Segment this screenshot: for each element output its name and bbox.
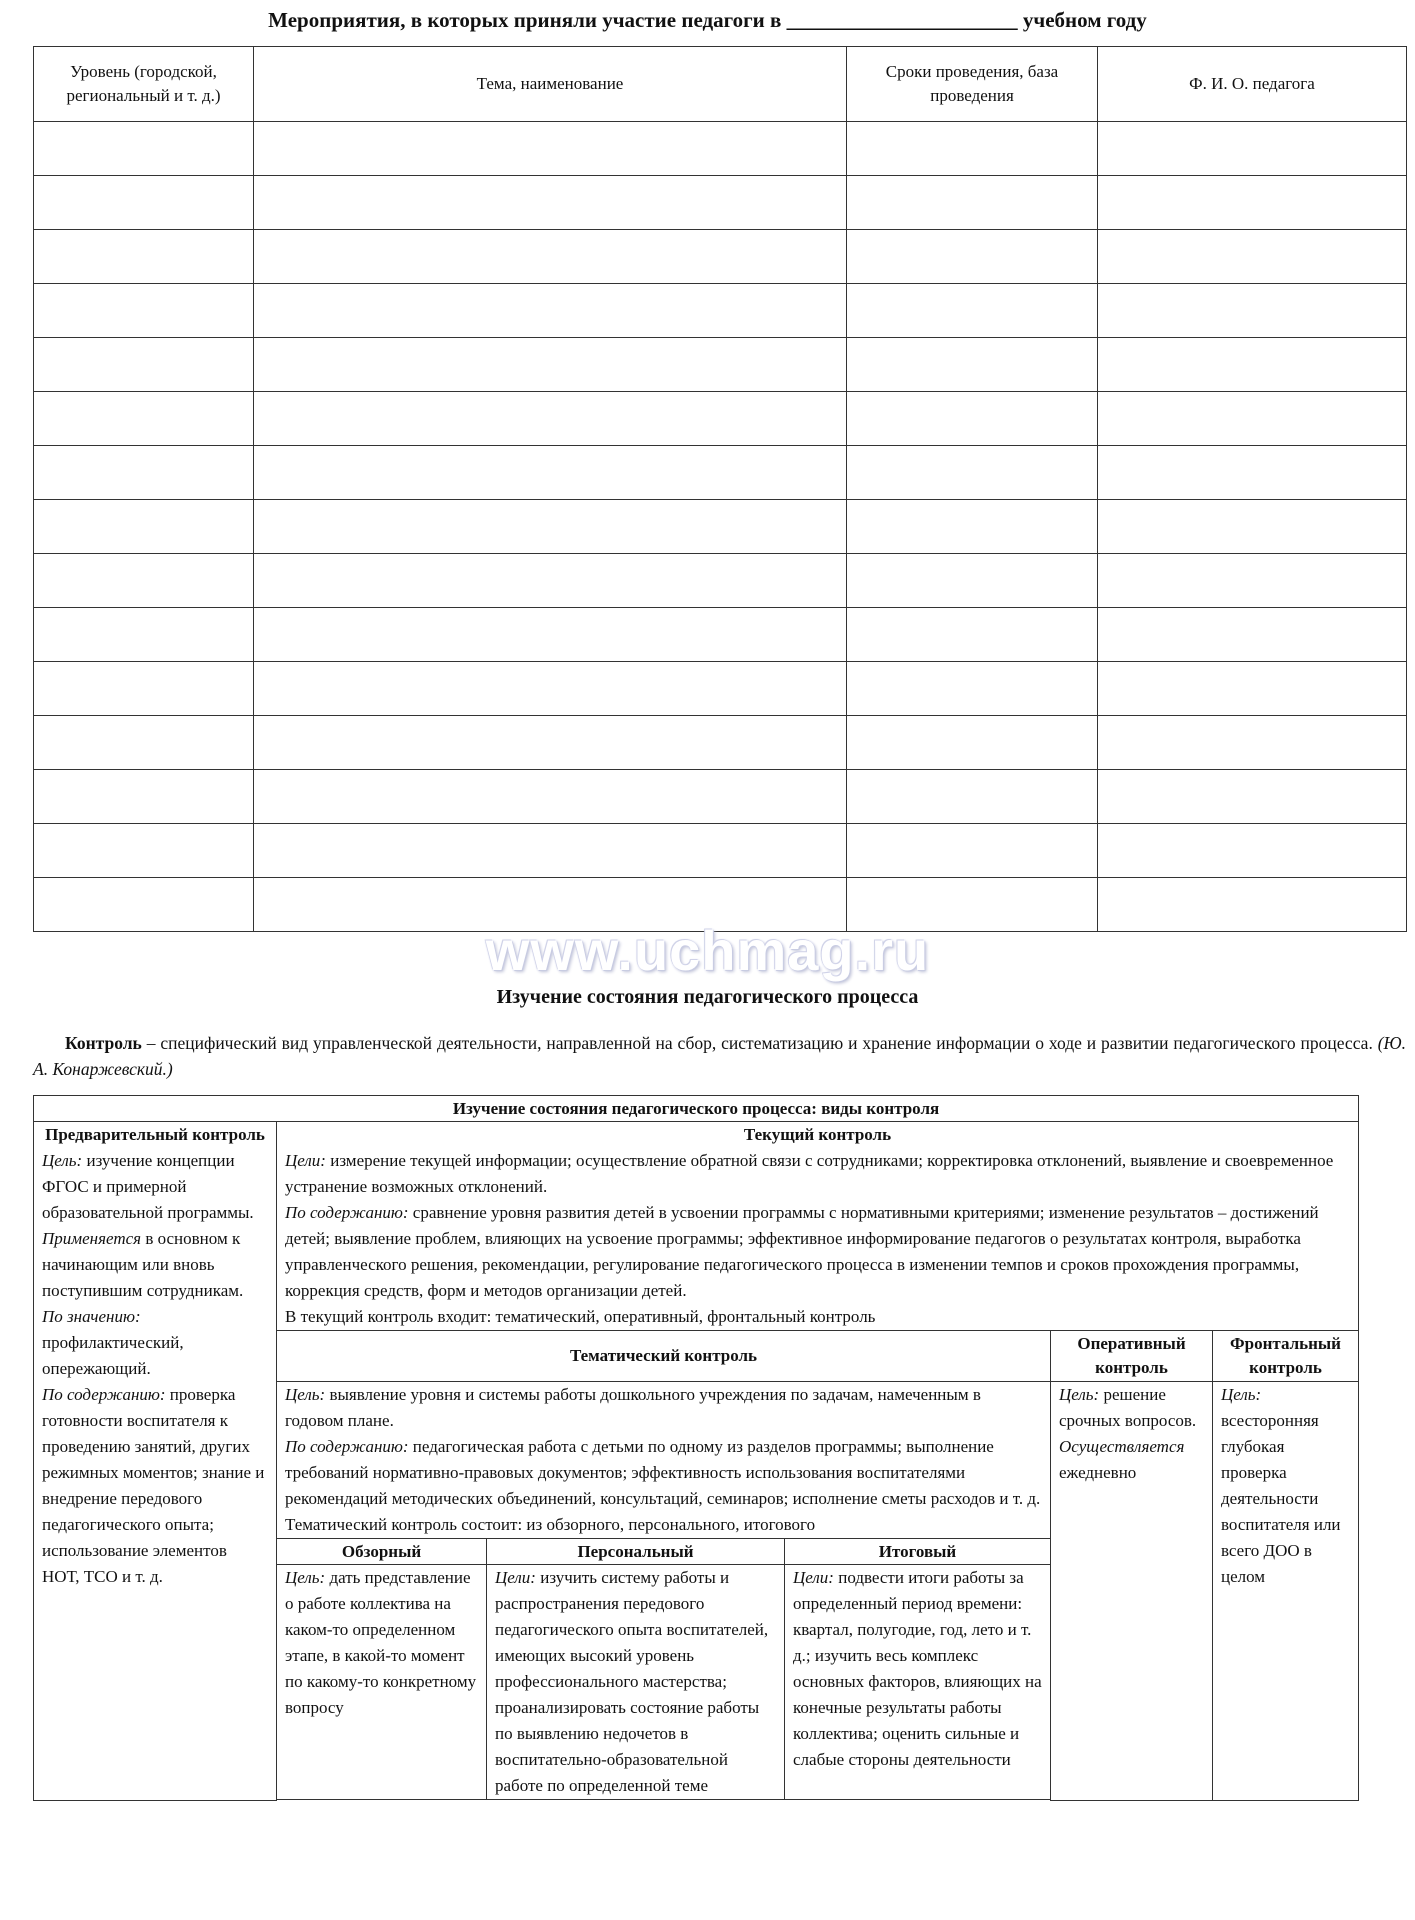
table-row (34, 338, 1407, 392)
current-goals-text (285, 1148, 1350, 1200)
empty-cell[interactable] (847, 662, 1098, 716)
table-row (34, 662, 1407, 716)
current-control-cell (277, 1122, 1359, 1331)
watermark: www.uchmag.ru (485, 919, 930, 982)
intro-text: – специфический вид управленческой деятельности, направленной на сбор, систематизацию и хранение информации о ходе и развитии педагогического процесса. (141, 1033, 1378, 1053)
final-goals: подвести итоги работы за определенный период времени: квартал, полугодие, год, лето и т. д.; изучить весь комплекс основных факторов, влияющих на конечные результаты работы коллектива; оценить сильные и слабые стороны деятельности (793, 1568, 1042, 1769)
final-text (793, 1565, 1042, 1773)
empty-cell[interactable] (254, 500, 847, 554)
events-table (33, 46, 1407, 932)
thematic-control-cell (277, 1382, 1051, 1539)
empty-cell[interactable] (1098, 122, 1407, 176)
empty-cell[interactable] (254, 392, 847, 446)
empty-cell[interactable] (34, 338, 254, 392)
empty-cell[interactable] (847, 500, 1098, 554)
operative-done-label: Осуществляется (1059, 1437, 1185, 1456)
final-cell (785, 1565, 1051, 1800)
empty-cell[interactable] (1098, 554, 1407, 608)
empty-cell[interactable] (254, 716, 847, 770)
empty-cell[interactable] (34, 824, 254, 878)
empty-cell[interactable] (34, 392, 254, 446)
empty-cell[interactable] (847, 824, 1098, 878)
operative-goal: решение срочных вопросов. (1059, 1385, 1197, 1430)
personal-text (495, 1565, 776, 1799)
events-table-header-row (34, 47, 1407, 122)
empty-cell[interactable] (34, 716, 254, 770)
frontal-goal-label: Цель: (1221, 1385, 1262, 1404)
empty-cell[interactable] (847, 770, 1098, 824)
empty-cell[interactable] (847, 446, 1098, 500)
empty-cell[interactable] (847, 716, 1098, 770)
overview-cell (277, 1565, 487, 1800)
empty-cell[interactable] (847, 338, 1098, 392)
empty-cell[interactable] (1098, 824, 1407, 878)
personal-title: Персональный (487, 1539, 785, 1565)
empty-cell[interactable] (1098, 338, 1407, 392)
table-row (34, 392, 1407, 446)
column-header-level: Уровень (городской, региональный и т. д.) (34, 47, 254, 122)
table-row (34, 500, 1407, 554)
frontal-goal-text (1221, 1382, 1350, 1590)
personal-goals: изучить систему работы и распространения передового педагогического опыта воспитателей, имеющих высокий уровень профессионального мастерства; проанализировать состояние работы по выявлению недочетов в воспитательно-образовательной работе по определенной теме (495, 1568, 769, 1795)
empty-cell[interactable] (1098, 446, 1407, 500)
intro-paragraph (33, 1030, 1406, 1082)
empty-cell[interactable] (847, 122, 1098, 176)
empty-cell[interactable] (1098, 608, 1407, 662)
thematic-goal-label: Цель: (285, 1385, 326, 1404)
operative-done: ежедневно (1059, 1463, 1137, 1482)
empty-cell[interactable] (254, 662, 847, 716)
final-title: Итоговый (785, 1539, 1051, 1565)
empty-cell[interactable] (847, 392, 1098, 446)
preliminary-meaning-label: По значению: (42, 1307, 141, 1326)
preliminary-meaning: профилактический, опережающий. (42, 1333, 184, 1378)
preliminary-applied: в основном к начинающим или вновь поступившим сотрудникам. (42, 1229, 244, 1300)
table-row (34, 824, 1407, 878)
preliminary-goal: изучение концепции ФГОС и примерной образовательной программы. (42, 1151, 254, 1222)
overview-text (285, 1565, 478, 1721)
table-row (34, 176, 1407, 230)
page-title: Мероприятия, в которых приняли участие педагоги в ______________________ учебном году (268, 8, 1147, 32)
empty-cell[interactable] (1098, 176, 1407, 230)
empty-cell[interactable] (847, 176, 1098, 230)
intro-author: (Ю. А. Конаржевский.) (33, 1033, 1406, 1079)
current-goals: измерение текущей информации; осуществление обратной связи с сотрудниками; корректировка отклонений, выявление и своевременное устранение возможных отклонений. (285, 1151, 1334, 1196)
table-row (34, 716, 1407, 770)
current-content-label: По содержанию: (285, 1203, 409, 1222)
empty-cell[interactable] (1098, 392, 1407, 446)
column-header-teacher: Ф. И. О. педагога (1098, 47, 1407, 122)
empty-cell[interactable] (34, 500, 254, 554)
operative-control-cell (1051, 1382, 1213, 1801)
thematic-goal-text (285, 1382, 1042, 1434)
frontal-control-cell (1213, 1382, 1359, 1801)
thematic-goal: выявление уровня и системы работы дошкольного учреждения по задачам, намеченным в годовом плане. (285, 1385, 981, 1430)
empty-cell[interactable] (1098, 770, 1407, 824)
empty-cell[interactable] (254, 176, 847, 230)
operative-done-text (1059, 1434, 1204, 1486)
current-content: сравнение уровня развития детей в усвоении программы с нормативными критериями; изменение результатов – достижений детей; выявление проблем, влияющих на усвоение программы; эффективное информирование педагогов о результатах контроля, выработка управленческого решения, рекомендации, регулирование педагогического процесса в изменении темпов и сроков прохождения программы, коррекция средств, форм и методов организации детей. (285, 1203, 1319, 1300)
empty-cell[interactable] (254, 554, 847, 608)
column-header-topic: Тема, наименование (254, 47, 847, 122)
empty-cell[interactable] (254, 824, 847, 878)
intro-term: Контроль (65, 1033, 142, 1053)
thematic-content-text (285, 1434, 1042, 1538)
empty-cell[interactable] (847, 554, 1098, 608)
section-title: Изучение состояния педагогического процесса (496, 986, 919, 1008)
empty-cell[interactable] (254, 338, 847, 392)
final-goals-label: Цели: (793, 1568, 834, 1587)
empty-cell[interactable] (1098, 500, 1407, 554)
operative-goal-label: Цель: (1059, 1385, 1100, 1404)
empty-cell[interactable] (847, 608, 1098, 662)
preliminary-text (42, 1148, 268, 1590)
overview-goal: дать представление о работе коллектива на каком-то определенном этапе, в какой-то момент по какому-то конкретному вопросу (285, 1568, 477, 1717)
current-content-text (285, 1200, 1350, 1304)
thematic-content: педагогическая работа с детьми по одному из разделов программы; выполнение требований нормативно-правовых документов; эффективность использования воспитателями рекомендаций методических объединений, консультаций, семинаров; исполнение сметы расходов и т. д. Тематический контроль состоит: из обзорного, персонального, итогового (285, 1437, 1041, 1534)
empty-cell[interactable] (1098, 662, 1407, 716)
control-types-table (33, 1095, 1359, 1801)
overview-goal-label: Цель: (285, 1568, 326, 1587)
empty-cell[interactable] (34, 770, 254, 824)
empty-cell[interactable] (1098, 230, 1407, 284)
empty-cell[interactable] (254, 284, 847, 338)
table-row (34, 230, 1407, 284)
column-header-dates: Сроки проведения, база проведения (847, 47, 1098, 122)
empty-cell[interactable] (34, 554, 254, 608)
preliminary-content: проверка готовности воспитателя к проведению занятий, других режимных моментов; знание и внедрение передового педагогического опыта; использование элементов НОТ, ТСО и т. д. (42, 1385, 265, 1586)
empty-cell[interactable] (847, 230, 1098, 284)
preliminary-applied-label: Применяется (42, 1229, 142, 1248)
empty-cell[interactable] (1098, 284, 1407, 338)
frontal-control-title: Фронтальный контроль (1213, 1331, 1359, 1382)
empty-cell[interactable] (34, 662, 254, 716)
table-row (34, 554, 1407, 608)
events-table-body (34, 122, 1407, 932)
frontal-goal: всесторонняя глубокая проверка деятельности воспитателя или всего ДОО в целом (1221, 1411, 1341, 1586)
empty-cell[interactable] (847, 284, 1098, 338)
control-table-caption: Изучение состояния педагогического процесса: виды контроля (34, 1096, 1359, 1122)
table-row (34, 608, 1407, 662)
thematic-content-label: По содержанию: (285, 1437, 409, 1456)
empty-cell[interactable] (254, 446, 847, 500)
table-row (34, 446, 1407, 500)
operative-control-title: Оперативный контроль (1051, 1331, 1213, 1382)
current-control-title: Текущий контроль (743, 1125, 892, 1144)
overview-title: Обзорный (277, 1539, 487, 1565)
empty-cell[interactable] (34, 446, 254, 500)
table-row (34, 284, 1407, 338)
preliminary-content-label: По содержанию: (42, 1385, 166, 1404)
empty-cell[interactable] (254, 230, 847, 284)
table-row (34, 122, 1407, 176)
preliminary-control-cell (34, 1122, 277, 1801)
empty-cell[interactable] (1098, 716, 1407, 770)
empty-cell[interactable] (34, 122, 254, 176)
personal-goals-label: Цели: (495, 1568, 536, 1587)
table-row (34, 770, 1407, 824)
personal-cell (487, 1565, 785, 1800)
current-includes: В текущий контроль входит: тематический, оперативный, фронтальный контроль (285, 1307, 876, 1326)
operative-goal-text (1059, 1382, 1204, 1434)
empty-cell[interactable] (34, 176, 254, 230)
thematic-control-title: Тематический контроль (277, 1331, 1051, 1382)
preliminary-goal-label: Цель: (42, 1151, 83, 1170)
empty-cell[interactable] (254, 770, 847, 824)
empty-cell[interactable] (254, 122, 847, 176)
empty-cell[interactable] (34, 230, 254, 284)
empty-cell[interactable] (254, 608, 847, 662)
empty-cell[interactable] (34, 608, 254, 662)
current-goals-label: Цели: (285, 1151, 326, 1170)
empty-cell[interactable] (34, 284, 254, 338)
preliminary-control-title: Предварительный контроль (45, 1125, 265, 1144)
